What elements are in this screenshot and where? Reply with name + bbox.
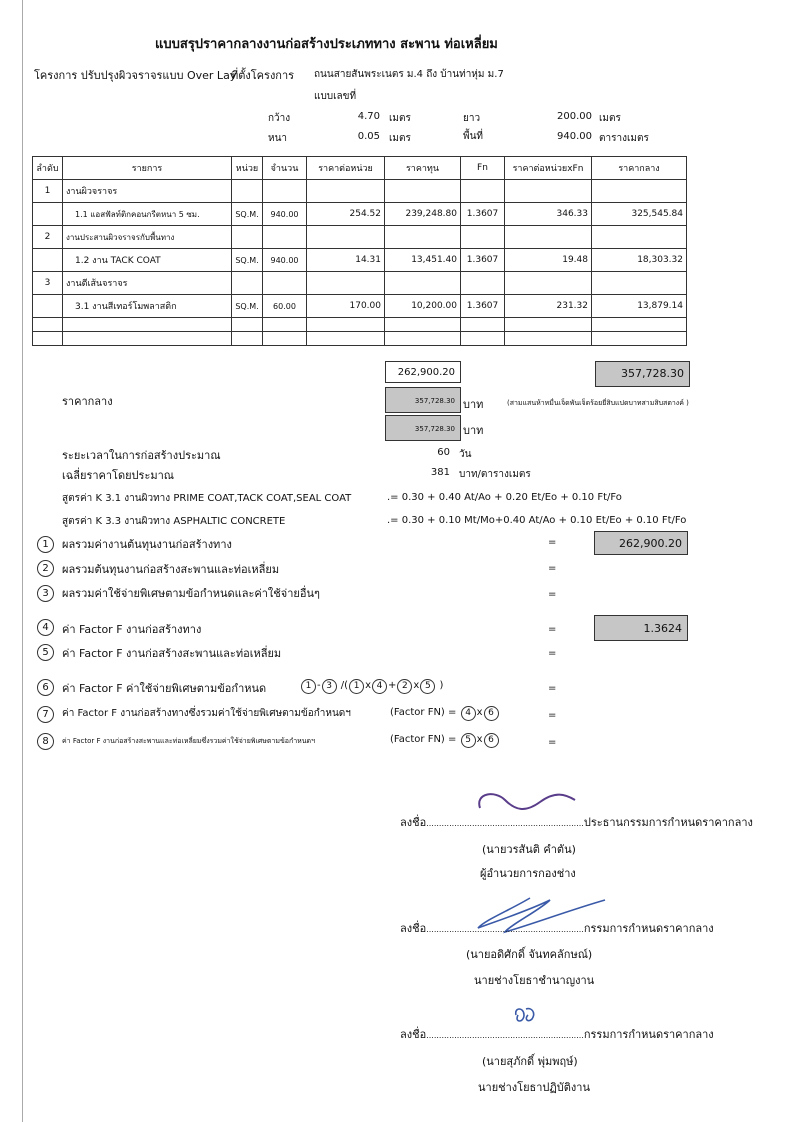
length-value: 200.00 <box>557 111 592 122</box>
area-unit: ตารางเมตร <box>599 133 649 144</box>
duration-value: 60 <box>437 447 450 458</box>
cell-qty: 940.00 <box>263 249 307 272</box>
factor-label: ผลรวมค่าใช้จ่ายพิเศษตามข้อกำหนดและค่าใช้จ่ายอื่นๆ <box>62 587 320 600</box>
cell-price <box>307 180 385 203</box>
cell-fn: 1.3607 <box>461 295 505 318</box>
cell-unit <box>232 180 263 203</box>
cell-fn <box>461 180 505 203</box>
drawing-no-label: แบบเลขที่ <box>314 91 357 102</box>
cell-unit-fn: 19.48 <box>505 249 592 272</box>
factor-number-badge: 2 <box>37 560 54 577</box>
left-margin-line <box>22 0 23 1122</box>
table-blank-row <box>33 332 687 346</box>
cell-no <box>33 249 63 272</box>
factor-equals: = <box>548 537 557 548</box>
thickness-value: 0.05 <box>357 131 380 142</box>
col-header-qty: จำนวน <box>263 157 307 180</box>
cell-unit-fn <box>505 272 592 295</box>
table-row <box>33 180 687 203</box>
factor-label: ค่า Factor F งานก่อสร้างทาง <box>62 623 202 636</box>
factor-number-badge: 5 <box>37 644 54 661</box>
avg-label: เฉลี่ยราคาโดยประมาณ <box>62 469 174 482</box>
cell-qty <box>263 226 307 249</box>
cell-fn <box>461 226 505 249</box>
factor-label: ค่า Factor F งานก่อสร้างสะพานและท่อเหลี่ยม <box>62 647 282 660</box>
formula-ref: 5 <box>420 679 435 694</box>
cell-item: งานตีเส้นจราจร <box>63 272 232 295</box>
factor-number-badge: 8 <box>37 733 54 750</box>
cell-no <box>33 295 63 318</box>
factor-number-badge: 4 <box>37 619 54 636</box>
signature-line-3: ลงชื่อ..............................................................กรรมการกำหนดราคากลาง <box>400 1028 714 1041</box>
cell-unit <box>232 272 263 295</box>
table-blank-row <box>33 318 687 332</box>
formula-ref: 1 <box>349 679 364 694</box>
factor-label: ค่า Factor F งานก่อสร้างสะพานและท่อเหลี่ยมซึ่งรวมค่าใช้จ่ายพิเศษตามข้อกำหนดฯ <box>62 737 316 745</box>
cell-fn: 1.3607 <box>461 203 505 226</box>
cell-unit-fn: 346.33 <box>505 203 592 226</box>
cell-median <box>592 180 687 203</box>
cell-item: 1.1 แอสฟัลท์ติกคอนกรีตหนา 5 ซม. <box>63 203 232 226</box>
thickness-label: หนา <box>268 133 288 144</box>
factor-equals: = <box>548 648 557 659</box>
signature-line-1: ลงชื่อ..............................................................ประธานกรรมการกำหนดราคากลาง <box>400 816 753 829</box>
col-header-cost: ราคาทุน <box>385 157 461 180</box>
cell-item: งานผิวจราจร <box>63 180 232 203</box>
table-row <box>33 226 687 249</box>
cell-item: 3.1 งานสีเทอร์โมพลาสติก <box>63 295 232 318</box>
cell-price <box>307 226 385 249</box>
cell-fn <box>461 272 505 295</box>
baht-label-2: บาท <box>463 424 484 437</box>
signatory-name-3: (นายสุภักดิ์ พุ่มพฤษ์) <box>482 1055 578 1068</box>
table-row <box>33 272 687 295</box>
cell-fn: 1.3607 <box>461 249 505 272</box>
factor-value-box: 1.3624 <box>594 615 688 641</box>
cost-total-box: 262,900.20 <box>385 361 461 383</box>
median-total-box: 357,728.30 <box>595 361 690 387</box>
table-row <box>33 249 687 272</box>
cell-qty <box>263 272 307 295</box>
cell-median: 13,879.14 <box>592 295 687 318</box>
k31-label: สูตรค่า K 3.1 งานผิวทาง PRIME COAT,TACK COAT,SEAL COAT <box>62 493 352 504</box>
duration-unit: วัน <box>459 449 472 460</box>
col-header-unit: หน่วย <box>232 157 263 180</box>
signature-line-2: ลงชื่อ..............................................................กรรมการกำหนดราคากลาง <box>400 922 714 935</box>
cost-table <box>32 156 687 346</box>
avg-value: 381 <box>430 467 450 478</box>
col-header-unit-price: ราคาต่อหน่วย <box>307 157 385 180</box>
factor-number-badge: 6 <box>37 679 54 696</box>
cell-price <box>307 272 385 295</box>
formula-ref: 3 <box>322 679 337 694</box>
formula-ref: 6 <box>484 733 499 748</box>
cell-no: 3 <box>33 272 63 295</box>
factor-equals: = <box>548 737 557 748</box>
avg-unit: บาท/ตารางเมตร <box>459 469 531 480</box>
col-header-median: ราคากลาง <box>592 157 687 180</box>
formula-ref: 4 <box>461 706 476 721</box>
col-header-fn: Fn <box>461 157 505 180</box>
factor-equals: = <box>548 589 557 600</box>
location-label: ที่ตั้งโครงการ <box>231 69 295 82</box>
length-label: ยาว <box>463 113 481 124</box>
area-label: พื้นที่ <box>463 131 484 142</box>
cell-price: 170.00 <box>307 295 385 318</box>
formula-ref: 1 <box>301 679 316 694</box>
factor-value-box: 262,900.20 <box>594 531 688 555</box>
cell-no <box>33 203 63 226</box>
col-header-item: รายการ <box>63 157 232 180</box>
cell-median <box>592 226 687 249</box>
formula-ref: 5 <box>461 733 476 748</box>
cell-item: 1.2 งาน TACK COAT <box>63 249 232 272</box>
k33-formula: .= 0.30 + 0.10 Mt/Mo+0.40 At/Ao + 0.10 Et/Eo + 0.10 Ft/Fo <box>387 515 687 526</box>
formula-7: (Factor FN) = 4 x 6 <box>390 706 500 721</box>
factor-equals: = <box>548 563 557 574</box>
signatory-position-2: นายช่างโยธาชำนาญงาน <box>474 974 595 987</box>
cell-qty <box>263 180 307 203</box>
formula-ref: 6 <box>484 706 499 721</box>
cell-median <box>592 272 687 295</box>
cell-cost: 239,248.80 <box>385 203 461 226</box>
cell-median: 325,545.84 <box>592 203 687 226</box>
factor-number-badge: 3 <box>37 585 54 602</box>
factor-label: ค่า Factor F งานก่อสร้างทางซึ่งรวมค่าใช้จ่ายพิเศษตามข้อกำหนดฯ <box>62 708 351 719</box>
formula-8: (Factor FN) = 5 x 6 <box>390 733 500 748</box>
area-value: 940.00 <box>557 131 592 142</box>
factor-label: ผลรวมต้นทุนงานก่อสร้างสะพานและท่อเหลี่ยม <box>62 563 280 576</box>
signatory-position-1: ผู้อำนวยการกองช่าง <box>480 867 576 880</box>
location-value: ถนนสายสันพระเนตร ม.4 ถึง บ้านท่าหุ่ม ม.7 <box>314 69 504 80</box>
length-unit: เมตร <box>599 113 621 124</box>
median-price-label: ราคากลาง <box>62 395 113 408</box>
width-label: กว้าง <box>268 113 291 124</box>
baht-text: (สามแสนห้าหมื่นเจ็ดพันเจ็ดร้อยยี่สิบแปดบาทสามสิบสตางค์ ) <box>507 399 689 407</box>
col-header-unit-fn: ราคาต่อหน่วยxFn <box>505 157 592 180</box>
cell-price: 254.52 <box>307 203 385 226</box>
signatory-name-1: (นายวรสันติ คำตัน) <box>482 843 576 856</box>
cell-unit <box>232 226 263 249</box>
project-name: โครงการ ปรับปรุงผิวจราจรแบบ Over Lay <box>34 69 237 82</box>
cell-median: 18,303.32 <box>592 249 687 272</box>
cell-qty: 940.00 <box>263 203 307 226</box>
table-header-row <box>33 157 687 180</box>
cell-cost <box>385 180 461 203</box>
cell-unit: SQ.M. <box>232 203 263 226</box>
formula-ref: 2 <box>397 679 412 694</box>
cell-no: 2 <box>33 226 63 249</box>
k33-label: สูตรค่า K 3.3 งานผิวทาง ASPHALTIC CONCRETE <box>62 516 286 527</box>
cell-cost <box>385 226 461 249</box>
table-row <box>33 295 687 318</box>
duration-label: ระยะเวลาในการก่อสร้างประมาณ <box>62 449 221 462</box>
cell-unit-fn <box>505 226 592 249</box>
factor-equals: = <box>548 624 557 635</box>
cell-price: 14.31 <box>307 249 385 272</box>
factor-equals: = <box>548 683 557 694</box>
cell-no: 1 <box>33 180 63 203</box>
factor-number-badge: 1 <box>37 536 54 553</box>
cell-qty: 60.00 <box>263 295 307 318</box>
factor-label: ค่า Factor F ค่าใช้จ่ายพิเศษตามข้อกำหนด <box>62 682 267 695</box>
cell-cost: 13,451.40 <box>385 249 461 272</box>
table-row <box>33 203 687 226</box>
width-unit: เมตร <box>389 113 411 124</box>
cell-unit-fn: 231.32 <box>505 295 592 318</box>
signature-scribble-3 <box>510 1003 540 1025</box>
cell-unit: SQ.M. <box>232 295 263 318</box>
factor-number-badge: 7 <box>37 706 54 723</box>
width-value: 4.70 <box>357 111 380 122</box>
cell-unit-fn <box>505 180 592 203</box>
factor-equals: = <box>548 710 557 721</box>
cell-unit: SQ.M. <box>232 249 263 272</box>
factor-label: ผลรวมค่างานต้นทุนงานก่อสร้างทาง <box>62 538 232 551</box>
k31-formula: .= 0.30 + 0.40 At/Ao + 0.20 Et/Eo + 0.10 Ft/Fo <box>387 492 622 503</box>
cell-item: งานประสานผิวจราจรกับพื้นทาง <box>63 226 232 249</box>
formula-ref: 4 <box>372 679 387 694</box>
page-title: แบบสรุปราคากลางงานก่อสร้างประเภททาง สะพาน ท่อเหลี่ยม <box>155 37 498 52</box>
median-box-1: 357,728.30 <box>385 387 461 413</box>
cell-cost <box>385 272 461 295</box>
formula-6: 1 - 3 /( 1 x 4 + 2 x 5 ) <box>300 679 443 694</box>
signatory-name-2: (นายอดิศักดิ์ จันทคลักษณ์) <box>466 948 593 961</box>
cell-cost: 10,200.00 <box>385 295 461 318</box>
baht-label-1: บาท <box>463 398 484 411</box>
col-header-no: ลำดับ <box>33 157 63 180</box>
thickness-unit: เมตร <box>389 133 411 144</box>
signatory-position-3: นายช่างโยธาปฏิบัติงาน <box>478 1081 590 1094</box>
median-box-2: 357,728.30 <box>385 415 461 441</box>
